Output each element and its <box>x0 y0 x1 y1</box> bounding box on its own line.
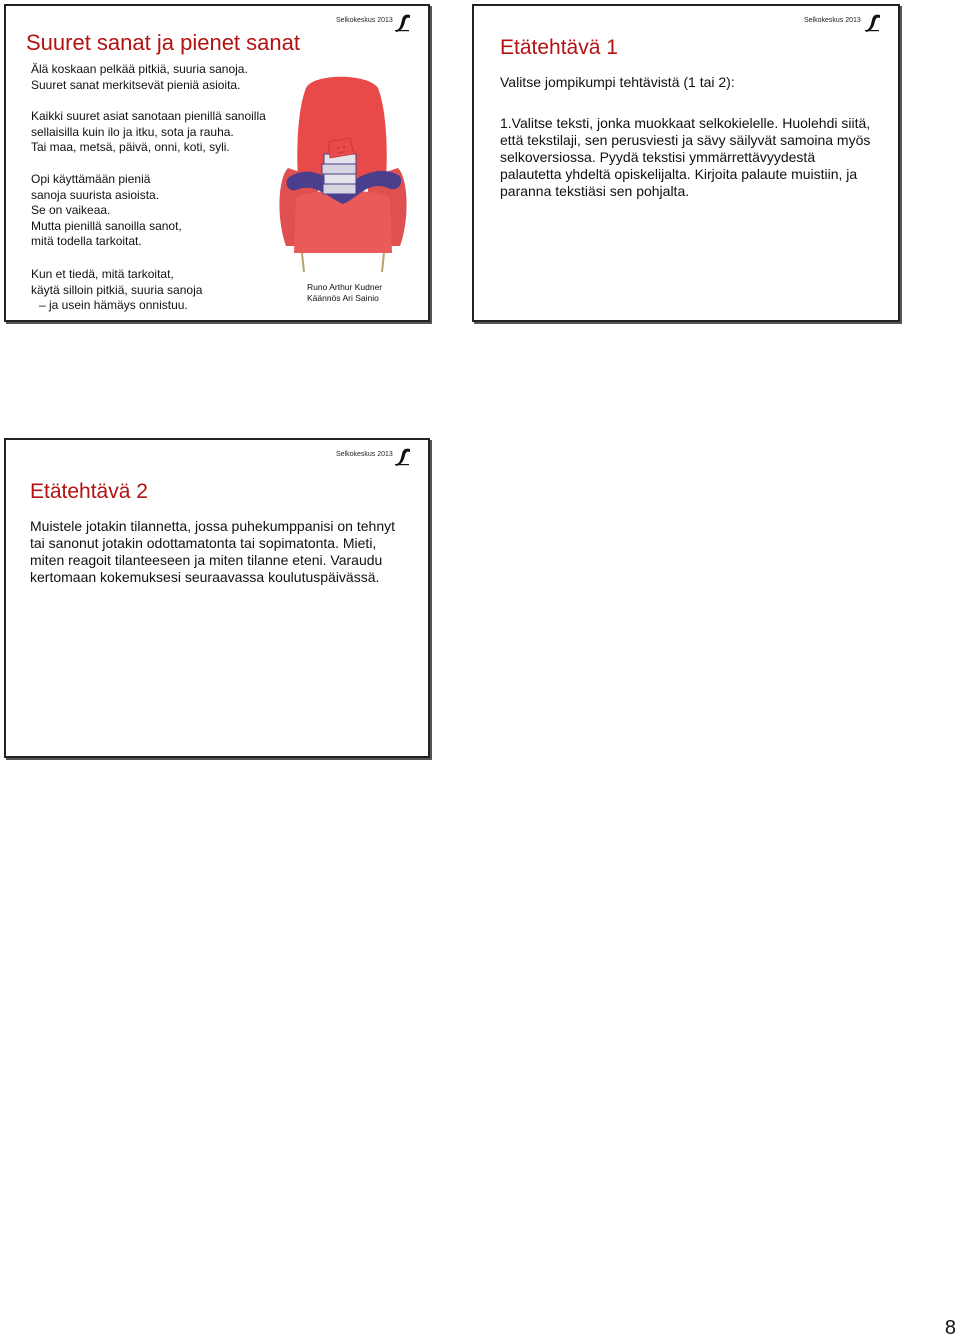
assignment-body <box>30 518 426 586</box>
assignment-line: että tekstilaji, sen perusviesti ja sävy säilyvät samoina myös <box>500 132 871 148</box>
poem-stanza-1 <box>31 62 281 93</box>
slide-title: Suuret sanat ja pienet sanat <box>26 30 300 55</box>
credit-translator: Käännös Ari Sainio <box>307 293 379 303</box>
poem-line: Suuret sanat merkitsevät pieniä asioita. <box>31 77 241 92</box>
poem-line: Älä koskaan pelkää pitkiä, suuria sanoja. <box>31 62 248 76</box>
assignment-line: Muistele jotakin tilannetta, jossa puhekumppanisi on tehnyt <box>30 518 395 534</box>
slide-header: Selkokeskus 2013 <box>336 17 393 24</box>
poem-line: Kaikki suuret asiat sanotaan pienillä sanoilla <box>31 109 266 123</box>
poem-line: Tai maa, metsä, päivä, onni, koti, syli. <box>31 140 230 154</box>
poem-line: käytä silloin pitkiä, suuria sanoja <box>31 282 203 297</box>
slide-assignment-2 <box>4 438 430 758</box>
selkokeskus-logo <box>864 12 882 32</box>
poem-credit <box>307 282 382 304</box>
assignment-line: paranna tekstiäsi sen pohjalta. <box>500 183 690 199</box>
assignment-line: kertomaan kokemuksesi seuraavassa koulutuspäivässä. <box>30 569 380 585</box>
poem-line: Opi käyttämään pieniä <box>31 172 151 186</box>
assignment-intro: Valitse jompikumpi tehtävistä (1 tai 2): <box>500 74 735 90</box>
poem-line: Mutta pienillä sanoilla sanot, <box>31 218 182 233</box>
poem-stanza-2 <box>31 109 281 156</box>
poem-line: Se on vaikeaa. <box>31 203 111 217</box>
assignment-line: tai sanonut jotakin odottamatonta tai sopimatonta. Mieti, <box>30 535 377 551</box>
assignment-line: miten reagoit tilanteeseen ja miten tilanne eteni. Varaudu <box>30 552 383 568</box>
poem-stanza-4 <box>31 267 281 314</box>
slide-poem <box>4 4 430 322</box>
slide-header: Selkokeskus 2013 <box>336 451 393 458</box>
selkokeskus-logo <box>394 446 412 466</box>
selkokeskus-logo <box>394 12 412 32</box>
assignment-line: 1.Valitse teksti, jonka muokkaat selkokielelle. Huolehdi siitä, <box>500 115 871 131</box>
assignment-line: selkoversiossa. Pyydä tekstisi ymmärrettävyydestä <box>500 149 816 165</box>
slide-assignment-1 <box>472 4 900 322</box>
assignment-line: palautetta yhdeltä opiskelijalta. Kirjoita palaute muistiin, ja <box>500 166 858 182</box>
assignment-body <box>500 115 895 200</box>
poem-stanza-3 <box>31 172 281 250</box>
poem-line: – ja usein hämäys onnistuu. <box>39 298 188 312</box>
poem-line: mitä todella tarkoitat. <box>31 234 142 248</box>
poem-line: Kun et tiedä, mitä tarkoitat, <box>31 267 174 281</box>
red-armchair-illustration <box>268 68 418 278</box>
slide-title: Etätehtävä 2 <box>30 480 148 503</box>
credit-author: Runo Arthur Kudner <box>307 282 383 292</box>
poem-line: sanoja suurista asioista. <box>31 187 160 202</box>
poem-line: sellaisilla kuin ilo ja itku, sota ja rauha. <box>31 124 234 139</box>
page-number: 8 <box>944 1317 956 1339</box>
slide-header: Selkokeskus 2013 <box>804 17 861 24</box>
slide-title: Etätehtävä 1 <box>500 36 618 59</box>
